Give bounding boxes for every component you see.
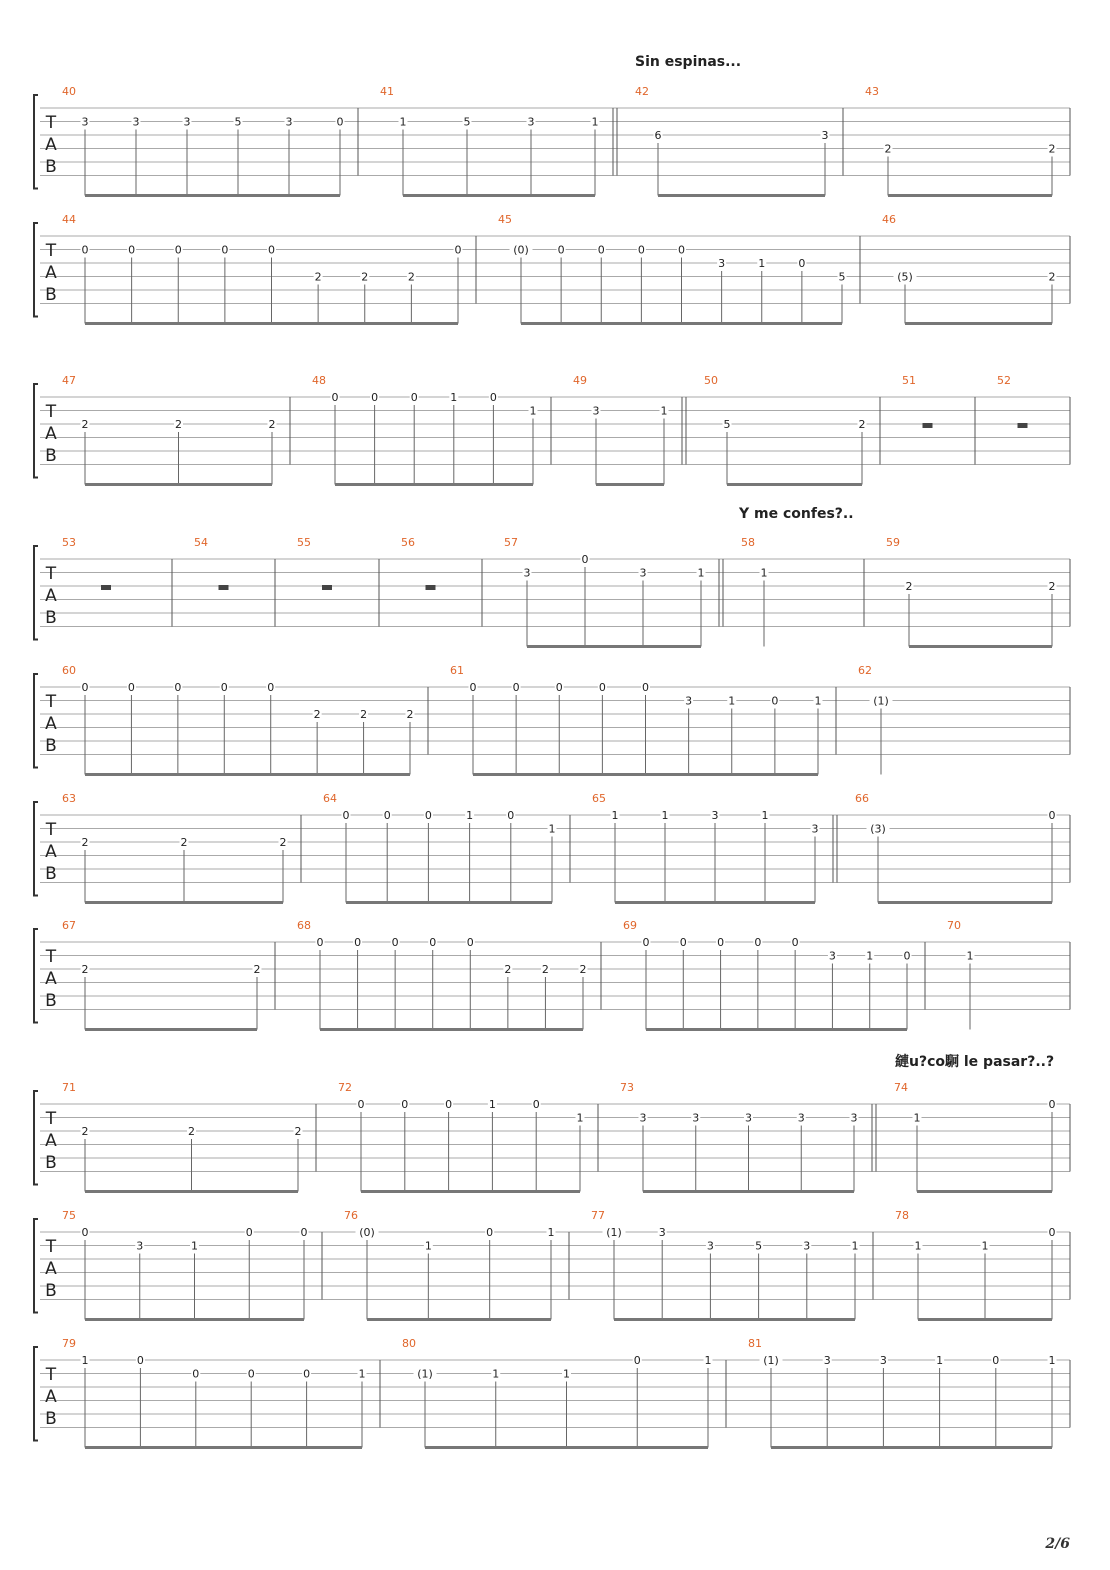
fret-number: 0 <box>466 936 474 949</box>
measure-number: 66 <box>855 792 869 805</box>
measure-number: 64 <box>323 792 337 805</box>
fret-number: 1 <box>697 566 705 580</box>
tab-clef-letter: B <box>45 285 57 305</box>
measure-number: 63 <box>62 792 76 805</box>
whole-rest <box>923 423 933 428</box>
fret-number: 1 <box>661 809 669 822</box>
fret-number: 0 <box>445 1098 453 1111</box>
fret-number: 2 <box>579 963 587 976</box>
fret-number: 3 <box>658 1226 666 1239</box>
measure-number: 57 <box>504 536 518 549</box>
fret-number: (5) <box>897 270 913 284</box>
fret-number: 0 <box>220 681 228 694</box>
fret-number: 0 <box>383 809 391 822</box>
system-bracket <box>34 1091 38 1185</box>
fret-number: 3 <box>685 694 693 708</box>
tab-clef-letter: A <box>45 263 57 283</box>
tab-system <box>34 1081 1070 1192</box>
fret-number: 2 <box>541 963 549 976</box>
tab-clef-letter: T <box>45 564 57 584</box>
system-bracket <box>34 802 38 896</box>
fret-number: 0 <box>245 1226 253 1239</box>
fret-number: 0 <box>1048 809 1056 822</box>
fret-number: (1) <box>873 694 889 708</box>
fret-number: 2 <box>175 418 182 431</box>
fret-number: 0 <box>127 681 135 694</box>
tab-clef-letter: A <box>45 1259 57 1279</box>
whole-rest <box>426 585 436 590</box>
fret-number: 3 <box>879 1354 887 1367</box>
measure-number: 60 <box>62 664 76 677</box>
fret-number: 2 <box>81 418 89 431</box>
measure-number: 70 <box>947 919 961 932</box>
fret-number: 0 <box>136 1354 144 1367</box>
fret-number: 3 <box>692 1111 700 1125</box>
measure-number: 46 <box>882 213 896 226</box>
system-bracket <box>34 95 38 189</box>
fret-number: 0 <box>555 681 563 694</box>
fret-number: 1 <box>576 1111 584 1125</box>
fret-number: 5 <box>463 115 471 129</box>
fret-number: 0 <box>303 1367 311 1381</box>
whole-rest <box>1018 423 1028 428</box>
fret-number: 3 <box>132 115 140 129</box>
measure-number: 71 <box>62 1081 76 1094</box>
measure-number: 76 <box>344 1209 358 1222</box>
whole-rest <box>101 585 111 590</box>
measure-number: 59 <box>886 536 900 549</box>
tab-system <box>34 536 1070 647</box>
tab-clef-letter: B <box>45 446 57 466</box>
measure-number: 81 <box>748 1337 762 1350</box>
measure-number: 41 <box>380 85 394 98</box>
fret-number: 1 <box>966 949 974 963</box>
fret-number: 0 <box>331 391 339 404</box>
fret-number: 1 <box>424 1239 432 1253</box>
fret-number: 3 <box>821 129 829 142</box>
fret-number: 0 <box>557 243 565 257</box>
measure-number: 67 <box>62 919 76 932</box>
fret-number: 2 <box>1048 270 1056 284</box>
fret-number: 1 <box>548 822 556 836</box>
measure-number: 77 <box>591 1209 605 1222</box>
measure-number: 53 <box>62 536 76 549</box>
measure-number: 54 <box>194 536 208 549</box>
fret-number: 0 <box>679 936 687 949</box>
measure-number: 47 <box>62 374 76 387</box>
system-bracket <box>34 546 38 640</box>
fret-number: 0 <box>678 243 685 257</box>
fret-number: 0 <box>174 681 182 694</box>
fret-number: 2 <box>180 836 188 849</box>
system-bracket <box>34 1347 38 1441</box>
fret-number: 0 <box>489 391 497 404</box>
fret-number: 3 <box>811 822 819 836</box>
fret-number: 6 <box>654 129 662 142</box>
fret-number: 0 <box>247 1367 255 1381</box>
measure-number: 74 <box>894 1081 908 1094</box>
fret-number: 0 <box>268 243 275 257</box>
fret-number: 1 <box>760 566 768 580</box>
fret-number: (0) <box>513 243 529 257</box>
fret-number: 2 <box>407 270 415 284</box>
fret-number: 0 <box>81 1226 89 1239</box>
tab-clef-letter: B <box>45 736 57 756</box>
fret-number: 2 <box>253 963 261 976</box>
measure-number: 44 <box>62 213 76 226</box>
fret-number: 0 <box>791 936 799 949</box>
fret-number: 0 <box>300 1226 308 1239</box>
tab-clef-letter: A <box>45 1387 57 1407</box>
tab-clef-letter: B <box>45 1281 57 1301</box>
measure-number: 68 <box>297 919 311 932</box>
tab-clef-letter: T <box>45 402 57 422</box>
tab-clef-letter: T <box>45 820 57 840</box>
fret-number: 0 <box>1048 1226 1056 1239</box>
fret-number: 2 <box>504 963 512 976</box>
fret-number: 0 <box>642 681 649 694</box>
fret-number: 2 <box>294 1125 302 1138</box>
fret-number: 3 <box>745 1111 752 1125</box>
tab-system <box>34 374 1070 485</box>
fret-number: 2 <box>1048 580 1056 593</box>
fret-number: 0 <box>424 809 432 822</box>
tab-clef-letter: B <box>45 1153 57 1173</box>
fret-number: 0 <box>316 936 324 949</box>
fret-number: 1 <box>488 1098 496 1111</box>
fret-number: 0 <box>903 949 911 963</box>
fret-number: 1 <box>936 1354 944 1367</box>
tab-clef-letter: T <box>45 1109 57 1129</box>
fret-number: 0 <box>454 243 462 257</box>
fret-number: (1) <box>763 1354 779 1367</box>
tab-clef-letter: B <box>45 608 57 628</box>
measure-number: 40 <box>62 85 76 98</box>
fret-number: 0 <box>754 936 762 949</box>
measure-number: 42 <box>635 85 649 98</box>
fret-number: 0 <box>81 243 89 257</box>
fret-number: 0 <box>512 681 520 694</box>
system-bracket <box>34 1219 38 1313</box>
fret-number: 5 <box>723 418 731 431</box>
tab-clef-letter: T <box>45 692 57 712</box>
measure-number: 61 <box>450 664 464 677</box>
fret-number: 1 <box>761 809 769 822</box>
tab-clef-letter: A <box>45 969 57 989</box>
fret-number: 2 <box>858 418 866 431</box>
fret-number: 1 <box>466 809 474 822</box>
fret-number: 2 <box>905 580 913 593</box>
tab-clef-letter: T <box>45 1237 57 1257</box>
measure-number: 79 <box>62 1337 76 1350</box>
system-bracket <box>34 384 38 478</box>
fret-number: 1 <box>492 1367 500 1381</box>
fret-number: 1 <box>547 1226 555 1239</box>
fret-number: 0 <box>581 553 589 566</box>
fret-number: 3 <box>823 1354 831 1367</box>
measure-number: 49 <box>573 374 587 387</box>
fret-number: 5 <box>838 270 846 284</box>
tab-clef-letter: A <box>45 586 57 606</box>
system-bracket <box>34 929 38 1023</box>
fret-number: 3 <box>81 115 89 129</box>
fret-number: (3) <box>870 822 886 836</box>
fret-number: 0 <box>336 115 344 129</box>
measure-number: 55 <box>297 536 311 549</box>
tab-clef-letter: A <box>45 1131 57 1151</box>
fret-number: 1 <box>191 1239 198 1253</box>
tab-clef-letter: B <box>45 157 57 177</box>
tab-system <box>34 1209 1070 1320</box>
fret-number: 2 <box>361 270 369 284</box>
measure-number: 45 <box>498 213 512 226</box>
fret-number: 3 <box>136 1239 144 1253</box>
fret-number: 0 <box>633 1354 641 1367</box>
fret-number: 1 <box>81 1354 89 1367</box>
tab-clef-letter: A <box>45 424 57 444</box>
fret-number: 1 <box>758 257 766 270</box>
fret-number: 2 <box>268 418 276 431</box>
tab-system <box>34 213 1070 324</box>
fret-number: 2 <box>884 142 892 156</box>
tab-clef-letter: B <box>45 864 57 884</box>
measure-number: 51 <box>902 374 916 387</box>
fret-number: 3 <box>592 404 600 418</box>
fret-number: 2 <box>313 708 321 721</box>
fret-number: 1 <box>913 1111 921 1125</box>
fret-number: 1 <box>399 115 407 129</box>
measure-number: 48 <box>312 374 326 387</box>
measure-number: 50 <box>704 374 718 387</box>
fret-number: 0 <box>174 243 182 257</box>
fret-number: 3 <box>718 257 726 270</box>
fret-number: 0 <box>342 809 350 822</box>
fret-number: 1 <box>591 115 599 129</box>
fret-number: 3 <box>523 566 531 580</box>
measure-number: 52 <box>997 374 1011 387</box>
tab-clef-letter: B <box>45 1409 57 1429</box>
fret-number: 2 <box>279 836 287 849</box>
fret-number: 1 <box>660 404 668 418</box>
fret-number: 1 <box>866 949 874 963</box>
fret-number: 2 <box>406 708 414 721</box>
fret-number: 1 <box>914 1239 922 1253</box>
fret-number: 0 <box>771 694 779 708</box>
fret-number: (1) <box>417 1367 433 1381</box>
whole-rest <box>322 585 332 590</box>
fret-number: 0 <box>532 1098 540 1111</box>
fret-number: 2 <box>188 1125 195 1138</box>
fret-number: 0 <box>637 243 645 257</box>
fret-number: 3 <box>828 949 836 963</box>
fret-number: 0 <box>410 391 418 404</box>
fret-number: 5 <box>755 1239 763 1253</box>
system-bracket <box>34 674 38 768</box>
fret-number: (0) <box>359 1226 375 1239</box>
tab-clef-letter: A <box>45 842 57 862</box>
fret-number: 0 <box>371 391 379 404</box>
tab-system <box>34 85 1070 196</box>
fret-number: 1 <box>728 694 736 708</box>
tab-clef-letter: T <box>45 947 57 967</box>
fret-number: 3 <box>706 1239 714 1253</box>
measure-number: 65 <box>592 792 606 805</box>
tab-system <box>34 664 1070 775</box>
measure-number: 73 <box>620 1081 634 1094</box>
fret-number: 0 <box>1048 1098 1056 1111</box>
tab-clef-letter: A <box>45 714 57 734</box>
fret-number: 0 <box>391 936 399 949</box>
measure-number: 62 <box>858 664 872 677</box>
fret-number: 0 <box>486 1226 494 1239</box>
fret-number: 1 <box>704 1354 712 1367</box>
fret-number: 0 <box>401 1098 409 1111</box>
fret-number: 2 <box>81 963 89 976</box>
fret-number: 3 <box>639 1111 647 1125</box>
annotation-garbled-lyric: 縺u?co駉 le pasar?..? <box>895 1054 1055 1070</box>
tab-clef-letter: T <box>45 241 57 261</box>
fret-number: 3 <box>285 115 293 129</box>
fret-number: (1) <box>606 1226 622 1239</box>
fret-number: 5 <box>234 115 242 129</box>
fret-number: 3 <box>527 115 535 129</box>
measure-number: 69 <box>623 919 637 932</box>
tab-system <box>34 1337 1070 1448</box>
measure-number: 72 <box>338 1081 352 1094</box>
fret-number: 0 <box>429 936 437 949</box>
fret-number: 0 <box>192 1367 200 1381</box>
fret-number: 3 <box>803 1239 811 1253</box>
measure-number: 78 <box>895 1209 909 1222</box>
tab-clef-letter: B <box>45 991 57 1011</box>
fret-number: 0 <box>597 243 605 257</box>
fret-number: 3 <box>183 115 191 129</box>
fret-number: 0 <box>81 681 89 694</box>
fret-number: 2 <box>360 708 368 721</box>
fret-number: 2 <box>314 270 322 284</box>
fret-number: 0 <box>598 681 606 694</box>
fret-number: 0 <box>221 243 229 257</box>
fret-number: 2 <box>1048 142 1056 156</box>
tab-clef-letter: T <box>45 1365 57 1385</box>
fret-number: 1 <box>1048 1354 1056 1367</box>
fret-number: 1 <box>814 694 822 708</box>
fret-number: 1 <box>981 1239 989 1253</box>
fret-number: 0 <box>357 1098 365 1111</box>
whole-rest <box>219 585 229 590</box>
tab-clef-letter: A <box>45 135 57 155</box>
fret-number: 3 <box>850 1111 858 1125</box>
annotation-y-me-confes: Y me confes?.. <box>739 506 854 522</box>
fret-number: 1 <box>358 1367 366 1381</box>
fret-number: 0 <box>267 681 275 694</box>
annotation-sin-espinas: Sin espinas... <box>635 54 742 70</box>
measure-number: 56 <box>401 536 415 549</box>
measure-number: 75 <box>62 1209 76 1222</box>
tab-system <box>34 792 1070 903</box>
fret-number: 1 <box>563 1367 570 1381</box>
fret-number: 0 <box>642 936 650 949</box>
fret-number: 1 <box>611 809 619 822</box>
fret-number: 0 <box>507 809 515 822</box>
measure-number: 43 <box>865 85 879 98</box>
fret-number: 0 <box>128 243 136 257</box>
tab-clef-letter: T <box>45 113 57 133</box>
fret-number: 0 <box>469 681 477 694</box>
fret-number: 1 <box>450 391 458 404</box>
fret-number: 0 <box>354 936 362 949</box>
fret-number: 0 <box>992 1354 1000 1367</box>
fret-number: 3 <box>639 566 647 580</box>
measure-number: 80 <box>402 1337 416 1350</box>
fret-number: 0 <box>798 257 806 270</box>
fret-number: 2 <box>81 1125 89 1138</box>
fret-number: 3 <box>797 1111 805 1125</box>
page-number: 2/6 <box>1045 1536 1070 1552</box>
fret-number: 3 <box>711 809 719 822</box>
fret-number: 0 <box>717 936 725 949</box>
fret-number: 1 <box>529 404 537 418</box>
fret-number: 2 <box>81 836 89 849</box>
fret-number: 1 <box>851 1239 859 1253</box>
measure-number: 58 <box>741 536 755 549</box>
system-bracket <box>34 223 38 317</box>
tab-system <box>34 919 1070 1030</box>
